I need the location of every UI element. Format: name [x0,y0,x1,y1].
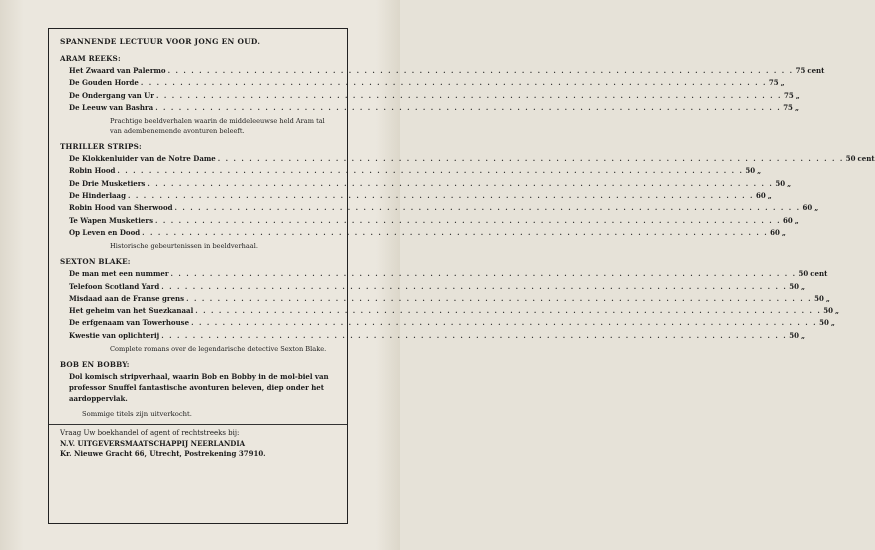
catalog-item [60,77,785,89]
item-title: Robin Hood [69,166,116,176]
leader-dots: . . . . . . . . . . . . . . . . . . . . . . . . . . . . . . . . . . . . . . . . . . . . . . . . . . . . . . . . . . . . . . . . . . . . . . . . . . . . . . . . [186,293,813,303]
item-price: 75 [795,66,806,75]
leader-dots: . . . . . . . . . . . . . . . . . . . . . . . . . . . . . . . . . . . . . . . . . . . . . . . . . . . . . . . . . . . . . . . . . . . . . . . . . . . . . . . . [155,102,782,112]
item-price-unit: cent [807,66,825,75]
item-price: 50 [745,166,756,176]
leader-dots: . . . . . . . . . . . . . . . . . . . . . . . . . . . . . . . . . . . . . . . . . . . . . . . . . . . . . . . . . . . . . . . . . . . . . . . . . . . . . . . . [147,178,774,188]
leader-dots: . . . . . . . . . . . . . . . . . . . . . . . . . . . . . . . . . . . . . . . . . . . . . . . . . . . . . . . . . . . . . . . . . . . . . . . . . . . . . . . . [142,227,769,237]
section-description: Historische gebeurtenissen in beeldverhaal. [110,242,258,251]
item-price: 50 [814,293,824,303]
section-bob-en-bobby [60,360,339,404]
item-price: 50 [789,330,799,340]
footer-address: Kr. Nieuwe Gracht 66, Utrecht, Postrekening 37910. [60,449,266,459]
item-title: De Ondergang van Ur [69,90,154,100]
catalog-item [60,65,825,77]
item-price: 50 [775,178,786,188]
leader-dots: . . . . . . . . . . . . . . . . . . . . . . . . . . . . . . . . . . . . . . . . . . . . . . . . . . . . . . . . . . . . . . . . . . . . . . . . . . . . . . . . [127,191,754,201]
leader-dots: . . . . . . . . . . . . . . . . . . . . . . . . . . . . . . . . . . . . . . . . . . . . . . . . . . . . . . . . . . . . . . . . . . . . . . . . . . . . . . . . [161,281,788,291]
catalog-frame [48,28,875,524]
item-price-unit: „ [800,330,805,340]
leader-dots: . . . . . . . . . . . . . . . . . . . . . . . . . . . . . . . . . . . . . . . . . . . . . . . . . . . . . . . . . . . . . . . . . . . . . . . . . . . . . . . . [191,318,818,328]
leader-dots: . . . . . . . . . . . . . . . . . . . . . . . . . . . . . . . . . . . . . . . . . . . . . . . . . . . . . . . . . . . . . . . . . . . . . . . . . . . . . . . . [117,166,744,176]
item-price-unit: „ [787,178,792,188]
catalog-item [60,268,828,280]
section-description: Dol komisch stripverhaal, waarin Bob en Bobby in de mol-biel van professor Snuffel fantastische avonturen beleven, diep onder het aardoppervlak. [69,372,329,404]
leader-dots: . . . . . . . . . . . . . . . . . . . . . . . . . . . . . . . . . . . . . . . . . . . . . . . . . . . . . . . . . . . . . . . . . . . . . . . . . . . . . . . . [161,330,788,340]
item-price-unit: cent [810,269,828,279]
footer [60,425,339,460]
section-title: BOB EN BOBBY: [60,360,130,370]
item-price-unit: „ [757,166,762,176]
catalog-item [60,330,805,342]
item-price-unit: „ [794,215,799,225]
item-price: 60 [770,227,780,237]
item-title: Het geheim van het Suezkanaal [69,306,194,316]
footer-line-1: Vraag Uw boekhandel of agent of rechtstreeks bij: [60,429,240,438]
footer-publisher: N.V. UITGEVERSMAATSCHAPPIJ NEERLANDIA [60,438,246,448]
sections [60,54,875,354]
item-price-unit: „ [801,281,806,291]
section-description: Complete romans over de legendarische detective Sexton Blake. [110,345,327,354]
catalog-item [60,165,762,177]
section-description: Prachtige beeldverhalen waarin de middeleeuwse held Aram tal van adembenemende avonturen beleeft. [110,117,325,136]
item-price: 50 [819,318,829,328]
item-title: De Drie Musketiers [69,178,146,188]
catalog-item [60,90,800,102]
item-title: Misdaad aan de Franse grens [69,293,185,303]
item-price: 50 [798,269,809,279]
item-price: 75 [783,90,794,100]
item-price-unit: „ [814,203,819,213]
item-title: Op Leven en Dood [69,227,141,237]
item-price: 50 [823,306,834,316]
item-price-unit: „ [780,78,785,88]
section-title: THRILLER STRIPS: [60,142,142,152]
item-price: 75 [783,102,793,112]
item-price: 50 [789,281,800,291]
item-price: 50 [845,154,856,164]
catalog-item [60,227,786,239]
item-price-unit: „ [767,191,772,201]
section-sexton-blake [60,257,840,354]
item-title: De man met een nummer [69,269,169,279]
item-price-unit: „ [825,293,830,303]
catalog-item [60,281,806,293]
sold-out-note: Sommige titels zijn uitverkocht. [82,410,192,419]
item-price-unit: „ [830,318,835,328]
item-price-unit: „ [794,102,799,112]
section-aram-reeks [60,54,825,136]
leader-dots: . . . . . . . . . . . . . . . . . . . . . . . . . . . . . . . . . . . . . . . . . . . . . . . . . . . . . . . . . . . . . . . . . . . . . . . . . . . . . . . . [217,154,844,164]
item-title: Telefoon Scotland Yard [69,281,160,291]
catalog-item [60,202,819,214]
leader-dots: . . . . . . . . . . . . . . . . . . . . . . . . . . . . . . . . . . . . . . . . . . . . . . . . . . . . . . . . . . . . . . . . . . . . . . . . . . . . . . . . [140,78,767,88]
item-price: 60 [755,191,766,201]
item-title: De Klokkenluider van de Notre Dame [69,154,216,164]
item-title: Kwestie van oplichterij [69,330,160,340]
section-title: ARAM REEKS: [60,54,121,63]
item-title: De Leeuw van Bashra [69,102,154,112]
catalog-item [60,190,772,202]
leader-dots: . . . . . . . . . . . . . . . . . . . . . . . . . . . . . . . . . . . . . . . . . . . . . . . . . . . . . . . . . . . . . . . . . . . . . . . . . . . . . . . . [174,203,801,213]
item-price-unit: „ [781,227,786,237]
catalog-item [60,293,830,305]
catalog-item [60,305,840,317]
item-title: Te Wapen Musketiers [69,215,154,225]
leader-dots: . . . . . . . . . . . . . . . . . . . . . . . . . . . . . . . . . . . . . . . . . . . . . . . . . . . . . . . . . . . . . . . . . . . . . . . . . . . . . . . . [167,66,794,75]
item-price-unit: „ [795,90,800,100]
item-title: De Gouden Horde [69,78,139,88]
catalog-item [60,102,799,114]
catalog-item [60,317,835,329]
item-price: 60 [802,203,813,213]
leader-dots: . . . . . . . . . . . . . . . . . . . . . . . . . . . . . . . . . . . . . . . . . . . . . . . . . . . . . . . . . . . . . . . . . . . . . . . . . . . . . . . . [155,90,782,100]
item-price-unit: cent [857,154,875,164]
item-price: 75 [768,78,779,88]
catalog-header: SPANNENDE LECTUUR VOOR JONG EN OUD. [60,37,261,46]
item-title: Robin Hood van Sherwood [69,203,173,213]
catalog-item [60,153,875,165]
leader-dots: . . . . . . . . . . . . . . . . . . . . . . . . . . . . . . . . . . . . . . . . . . . . . . . . . . . . . . . . . . . . . . . . . . . . . . . . . . . . . . . . [170,269,797,279]
item-price: 60 [783,215,793,225]
item-title: Het Zwaard van Palermo [69,66,166,75]
catalog-item [60,215,799,227]
item-price-unit: „ [835,306,840,316]
leader-dots: . . . . . . . . . . . . . . . . . . . . . . . . . . . . . . . . . . . . . . . . . . . . . . . . . . . . . . . . . . . . . . . . . . . . . . . . . . . . . . . . [195,306,822,316]
section-title: SEXTON BLAKE: [60,257,131,267]
item-title: De erfgenaam van Towerhouse [69,318,190,328]
leader-dots: . . . . . . . . . . . . . . . . . . . . . . . . . . . . . . . . . . . . . . . . . . . . . . . . . . . . . . . . . . . . . . . . . . . . . . . . . . . . . . . . [155,215,782,225]
item-title: De Hinderlaag [69,191,126,201]
section-thriller-strips [60,142,875,251]
catalog-item [60,178,792,190]
